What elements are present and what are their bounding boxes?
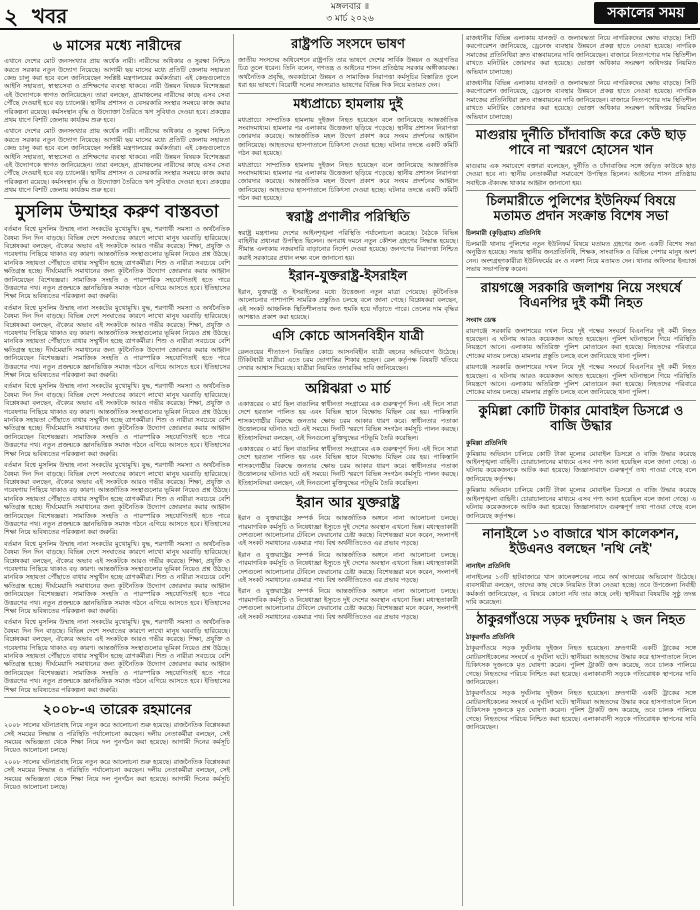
article-women (4, 38, 230, 195)
article-thakurgaon (466, 614, 696, 731)
article-body: বর্তমান বিশ্বে মুসলিম উম্মাহ নানা সংকটের মুখোমুখি। যুদ্ধ, শরণার্থী সমস্যা ও অর্থনৈতিক বৈষম্য দিন দিন বাড়ছে। বিভিন্ন দেশে সংঘাতের কারণে লাখো মানুষ ঘরবাড়ি হারিয়েছে। বিশ্লেষকরা বলছেন, ঐক্যের অভাব এই সংকটকে আরও গভীর করেছে। শিক্ষা, প্রযুক্তি ও গবেষণায় পিছিয়ে থাকাও বড় কারণ। আন্তর্জাতিক সংস্থাগুলোর ভূমিকা নিয়েও প্রশ্ন উঠছে। মানবিক সহায়তা পৌঁছাতে বাধার সম্মুখীন হচ্ছে ত্রাণকর্মীরা। শিশু ও নারীরা সবচেয়ে বেশি ক্ষতিগ্রস্ত হচ্ছে। দীর্ঘমেয়াদি সমাধানের জন্য কূটনৈতিক উদ্যোগ জোরদার করার আহ্বান জানিয়েছেন বিশেষজ্ঞরা। সামাজিক সংহতি ও পারস্পরিক সহযোগিতাই হতে পারে উত্তরণের পথ। নতুন প্রজন্মকে জ্ঞানভিত্তিক সমাজ গঠনে এগিয়ে আসতে হবে। ইতিহাসের শিক্ষা নিয়ে ভবিষ্যতের পরিকল্পনা করা জরুরি। (4, 539, 230, 616)
article-body: মধ্যপ্রাচ্যে সাম্প্রতিক হামলায় দুইজন নিহত হয়েছেন বলে জানিয়েছে আন্তর্জাতিক সংবাদমাধ্যম। হামলার পর এলাকায় উত্তেজনা ছড়িয়ে পড়েছে। স্থানীয় প্রশাসন নিরাপত্তা জোরদার করেছে। আন্তর্জাতিক মহল উদ্বেগ প্রকাশ করে সংযম প্রদর্শনের আহ্বান জানিয়েছে। আহতদের হাসপাতালে চিকিৎসা দেওয়া হচ্ছে। ঘটনার তদন্তে একটি কমিটি গঠন করা হয়েছে। (238, 115, 458, 158)
divider (238, 325, 458, 326)
divider (4, 198, 230, 199)
article-byline: ঠাকুরগাঁও প্রতিনিধি (466, 633, 515, 642)
article-body: রাজধানীর বিভিন্ন এলাকায় যানজট ও জলাবদ্ধতা নিয়ে নাগরিকদের ক্ষোভ বাড়ছে। সিটি করপোরেশন জানিয়েছে, ড্রেনেজ ব্যবস্থার উন্নয়নে প্রকল্প হাতে নেওয়া হয়েছে। নাগরিক সমাজের প্রতিনিধিরা দ্রুত বাস্তবায়নের দাবি জানিয়েছেন। বাজারে নিত্যপণ্যের দাম স্থিতিশীল রাখতে মনিটরিং জোরদার করা হয়েছে। ভোক্তা অধিকার সংরক্ষণ অধিদপ্তর নিয়মিত অভিযান চালাচ্ছে। (466, 34, 696, 76)
article-comilla (466, 405, 696, 520)
article-body: বর্তমান বিশ্বে মুসলিম উম্মাহ নানা সংকটের মুখোমুখি। যুদ্ধ, শরণার্থী সমস্যা ও অর্থনৈতিক বৈষম্য দিন দিন বাড়ছে। বিভিন্ন দেশে সংঘাতের কারণে লাখো মানুষ ঘরবাড়ি হারিয়েছে। বিশ্লেষকরা বলছেন, ঐক্যের অভাব এই সংকটকে আরও গভীর করেছে। শিক্ষা, প্রযুক্তি ও গবেষণায় পিছিয়ে থাকাও বড় কারণ। আন্তর্জাতিক সংস্থাগুলোর ভূমিকা নিয়েও প্রশ্ন উঠছে। মানবিক সহায়তা পৌঁছাতে বাধার সম্মুখীন হচ্ছে ত্রাণকর্মীরা। শিশু ও নারীরা সবচেয়ে বেশি ক্ষতিগ্রস্ত হচ্ছে। দীর্ঘমেয়াদি সমাধানের জন্য কূটনৈতিক উদ্যোগ জোরদার করার আহ্বান জানিয়েছেন বিশেষজ্ঞরা। সামাজিক সংহতি ও পারস্পরিক সহযোগিতাই হতে পারে উত্তরণের পথ। নতুন প্রজন্মকে জ্ঞানভিত্তিক সমাজ গঠনে এগিয়ে আসতে হবে। ইতিহাসের শিক্ষা নিয়ে ভবিষ্যতের পরিকল্পনা করা জরুরি। (4, 225, 230, 301)
article-body: রায়গঞ্জে সরকারি জলাশয়ের দখল নিয়ে দুই পক্ষের সংঘর্ষে বিএনপির দুই কর্মী নিহত হয়েছেন। এ ঘটনায় আরও কয়েকজন আহত হয়েছেন। পুলিশ ঘটনাস্থলে গিয়ে পরিস্থিতি নিয়ন্ত্রণে আনে। এলাকায় অতিরিক্ত পুলিশ মোতায়েন করা হয়েছে। নিহতদের পরিবারে শোকের মাতম চলছে। মামলার প্রস্তুতি চলছে বলে জানিয়েছে থানা পুলিশ। (466, 363, 696, 397)
article-headline: ৬ মাসের মধ্যে নারীদের (52, 38, 182, 54)
article-body: একাত্তরের ৩ মার্চ ছিল বাঙালির স্বাধীনতা সংগ্রামের এক গুরুত্বপূর্ণ দিন। এই দিনে সারা দেশে হরতাল পালিত হয় এবং বিভিন্ন স্থানে বিক্ষোভ মিছিল বের হয়। পাকিস্তানি শাসকগোষ্ঠীর বিরুদ্ধে জনতার ক্ষোভ চরম আকার ধারণ করে। স্বাধীনতার পতাকা উত্তোলনের ঘটনাও ঘটে এই সময়ে। দিনটি স্মরণে বিভিন্ন সংগঠন কর্মসূচি পালন করছে। ইতিহাসবিদরা বলছেন, এই দিনগুলো মুক্তিযুদ্ধের পটভূমি তৈরি করেছিল। (238, 444, 458, 487)
article-city (466, 34, 696, 121)
article-middle-east (238, 98, 458, 203)
article-body: ২০০৮ সালের ঘটনাপ্রবাহ নিয়ে নতুন করে আলোচনা শুরু হয়েছে। রাজনৈতিক বিশ্লেষকরা সেই সময়ের সিদ্ধান্ত ও পরিস্থিতি পর্যালোচনা করছেন। দলীয় নেতাকর্মীরা বলছেন, সেই সময়ের অভিজ্ঞতা থেকে শিক্ষা নিয়ে দল পুনর্গঠন করা হয়েছে। আগামী দিনের কর্মসূচি নিয়েও আলোচনা চলছে। (4, 721, 230, 755)
article-byline: সংবাদ ডেস্ক (466, 315, 496, 324)
column-divider (462, 34, 463, 906)
article-headline: ২০০৮-এ তারেক রহমানের (42, 702, 192, 719)
article-body: চিলমারী থানায় পুলিশের নতুন ইউনিফর্ম বিষয়ে মতামত গ্রহণের জন্য একটি বিশেষ সভা অনুষ্ঠিত হয়েছে। সভায় স্থানীয় জনপ্রতিনিধি, শিক্ষক, সাংবাদিক ও বিভিন্ন পেশার মানুষ অংশ নেন। অংশগ্রহণকারীরা ইউনিফর্মের রং ও নকশা নিয়ে মতামত দেন। থানার অফিসার ইনচার্জ সভায় সভাপতিত্ব করেন। (466, 240, 696, 274)
divider (466, 523, 696, 524)
article-body: মাগুরায় এক সমাবেশে বক্তারা বলেছেন, দুর্নীতি ও চাঁদাবাজির সঙ্গে জড়িত কাউকে ছাড় দেওয়া হবে না। স্থানীয় নেতাকর্মীরা সমাবেশে উপস্থিত ছিলেন। আইনের শাসন প্রতিষ্ঠায় সবাইকে ঐক্যবদ্ধ থাকার আহ্বান জানানো হয়। (466, 161, 696, 187)
article-raiganj (466, 282, 696, 397)
article-iran-us-israel (238, 270, 458, 322)
article-body: কুমিল্লায় অভিযান চালিয়ে কোটি টাকা মূল্যের মোবাইল ডিসপ্লে ও বাজি উদ্ধার করেছে আইনশৃঙ্খলা বাহিনী। চোরাচালানের মাধ্যমে এসব পণ্য আনা হয়েছিল বলে জানা গেছে। এ ঘটনায় কয়েকজনকে আটক করা হয়েছে। জিজ্ঞাসাবাদে গুরুত্বপূর্ণ তথ্য পাওয়া গেছে বলে জানিয়েছে কর্তৃপক্ষ। (466, 486, 696, 520)
article-body: নানাইলের ১৩টি হাটবাজারে খাস কালেকশনের নামে অর্থ আদায়ের অভিযোগ উঠেছে। ব্যবসায়ীরা বলছেন, তাদের কাছ থেকে নিয়মিত টাকা নেওয়া হচ্ছে। তবে উপজেলা নির্বাহী কর্মকর্তা জানিয়েছেন, এ বিষয়ে কোনো নথি তার কাছে নেই। স্থানীয়রা বিষয়টির সুষ্ঠু তদন্ত দাবি করেছেন। (466, 572, 696, 606)
divider (466, 277, 696, 278)
article-body: বর্তমান বিশ্বে মুসলিম উম্মাহ নানা সংকটের মুখোমুখি। যুদ্ধ, শরণার্থী সমস্যা ও অর্থনৈতিক বৈষম্য দিন দিন বাড়ছে। বিভিন্ন দেশে সংঘাতের কারণে লাখো মানুষ ঘরবাড়ি হারিয়েছে। বিশ্লেষকরা বলছেন, ঐক্যের অভাব এই সংকটকে আরও গভীর করেছে। শিক্ষা, প্রযুক্তি ও গবেষণায় পিছিয়ে থাকাও বড় কারণ। আন্তর্জাতিক সংস্থাগুলোর ভূমিকা নিয়েও প্রশ্ন উঠছে। মানবিক সহায়তা পৌঁছাতে বাধার সম্মুখীন হচ্ছে ত্রাণকর্মীরা। শিশু ও নারীরা সবচেয়ে বেশি ক্ষতিগ্রস্ত হচ্ছে। দীর্ঘমেয়াদি সমাধানের জন্য কূটনৈতিক উদ্যোগ জোরদার করার আহ্বান জানিয়েছেন বিশেষজ্ঞরা। সামাজিক সংহতি ও পারস্পরিক সহযোগিতাই হতে পারে উত্তরণের পথ। নতুন প্রজন্মকে জ্ঞানভিত্তিক সমাজ গঠনে এগিয়ে আসতে হবে। ইতিহাসের শিক্ষা নিয়ে ভবিষ্যতের পরিকল্পনা করা জরুরি। (4, 303, 230, 380)
article-iran-us (238, 495, 458, 621)
article-headline: কুমিল্লা কোটি টাকার মোবাইল ডিসপ্লে ও বাজি উদ্ধার (478, 403, 684, 434)
article-headline: চিলমারীতে পুলিশের ইউনিফর্ম বিষয়ে মতামত প্রদান সংক্রান্ত বিশেষ সভা (486, 194, 676, 225)
article-headline: ইরান আর যুক্তরাষ্ট্র (296, 495, 400, 511)
article-body: রায়গঞ্জে সরকারি জলাশয়ের দখল নিয়ে দুই পক্ষের সংঘর্ষে বিএনপির দুই কর্মী নিহত হয়েছেন। এ ঘটনায় আরও কয়েকজন আহত হয়েছেন। পুলিশ ঘটনাস্থলে গিয়ে পরিস্থিতি নিয়ন্ত্রণে আনে। এলাকায় অতিরিক্ত পুলিশ মোতায়েন করা হয়েছে। নিহতদের পরিবারে শোকের মাতম চলছে। মামলার প্রস্তুতি চলছে বলে জানিয়েছে থানা পুলিশ। (466, 326, 696, 360)
column-middle (238, 34, 458, 906)
divider (4, 697, 230, 698)
article-body: স্বরাষ্ট্র মন্ত্রণালয় দেশের আইনশৃঙ্খলা পরিস্থিতি পর্যালোচনা করেছে। বৈঠকে বিভিন্ন বাহিনীর প্রধানরা উপস্থিত ছিলেন। অপরাধ দমনে নতুন কৌশল গ্রহণের সিদ্ধান্ত হয়েছে। সীমান্ত এলাকায় নজরদারি বাড়ানোর নির্দেশ দেওয়া হয়েছে। জনগণের নিরাপত্তা নিশ্চিত করাই সরকারের প্রধান লক্ষ্য বলে জানানো হয়। (238, 228, 458, 262)
issue-day: মঙ্গলবার ॥ (330, 2, 370, 12)
column-left (4, 34, 230, 906)
article-body: জাতীয় সংসদের অধিবেশনে রাষ্ট্রপতি তার ভাষণে দেশের সার্বিক উন্নয়ন ও অগ্রগতির চিত্র তুলে ধরেন। তিনি বলেন, গণতন্ত্র ও আইনের শাসন প্রতিষ্ঠায় সরকার অঙ্গীকারবদ্ধ। অর্থনৈতিক প্রবৃদ্ধি, অবকাঠামো উন্নয়ন ও সামাজিক নিরাপত্তা কর্মসূচির বিস্তারিত তুলে ধরা হয় ভাষণে। বিরোধী দলের সদস্যরাও ভাষণের বিভিন্ন দিক নিয়ে মতামত দেন। (238, 55, 458, 90)
article-body: মধ্যপ্রাচ্যে সাম্প্রতিক হামলায় দুইজন নিহত হয়েছেন বলে জানিয়েছে আন্তর্জাতিক সংবাদমাধ্যম। হামলার পর এলাকায় উত্তেজনা ছড়িয়ে পড়েছে। স্থানীয় প্রশাসন নিরাপত্তা জোরদার করেছে। আন্তর্জাতিক মহল উদ্বেগ প্রকাশ করে সংযম প্রদর্শনের আহ্বান জানিয়েছে। আহতদের হাসপাতালে চিকিৎসা দেওয়া হচ্ছে। ঘটনার তদন্তে একটি কমিটি গঠন করা হয়েছে। (238, 160, 458, 203)
article-2008 (4, 702, 230, 791)
divider (466, 124, 696, 125)
article-body: একাত্তরের ৩ মার্চ ছিল বাঙালির স্বাধীনতা সংগ্রামের এক গুরুত্বপূর্ণ দিন। এই দিনে সারা দেশে হরতাল পালিত হয় এবং বিভিন্ন স্থানে বিক্ষোভ মিছিল বের হয়। পাকিস্তানি শাসকগোষ্ঠীর বিরুদ্ধে জনতার ক্ষোভ চরম আকার ধারণ করে। স্বাধীনতার পতাকা উত্তোলনের ঘটনাও ঘটে এই সময়ে। দিনটি স্মরণে বিভিন্ন সংগঠন কর্মসূচি পালন করছে। ইতিহাসবিদরা বলছেন, এই দিনগুলো মুক্তিযুদ্ধের পটভূমি তৈরি করেছিল। (238, 399, 458, 442)
article-headline: রাষ্ট্রপতি সংসদে ভাষণ (291, 37, 405, 52)
page-number: ২ (4, 5, 19, 30)
article-body: রাজধানীর বিভিন্ন এলাকায় যানজট ও জলাবদ্ধতা নিয়ে নাগরিকদের ক্ষোভ বাড়ছে। সিটি করপোরেশন জানিয়েছে, ড্রেনেজ ব্যবস্থার উন্নয়নে প্রকল্প হাতে নেওয়া হয়েছে। নাগরিক সমাজের প্রতিনিধিরা দ্রুত বাস্তবায়নের দাবি জানিয়েছেন। বাজারে নিত্যপণ্যের দাম স্থিতিশীল রাখতে মনিটরিং জোরদার করা হয়েছে। ভোক্তা অধিকার সংরক্ষণ অধিদপ্তর নিয়মিত অভিযান চালাচ্ছে। (466, 79, 696, 121)
article-body: এখানে দেশের মোট জনসংখ্যার প্রায় অর্ধেক নারী। নারীদের অধিকার ও সুরক্ষা নিশ্চিত করতে সরকার নতুন উদ্যোগ নিয়েছে। আগামী ছয় মাসের মধ্যে প্রতিটি জেলায় সহায়তা কেন্দ্র চালু করা হবে বলে জানিয়েছেন সংশ্লিষ্ট মন্ত্রণালয়ের কর্মকর্তারা। এই কেন্দ্রগুলোতে আইনি সহায়তা, স্বাস্থ্যসেবা ও প্রশিক্ষণের ব্যবস্থা থাকবে। নারী উন্নয়ন বিষয়ক বিশেষজ্ঞরা এই উদ্যোগকে স্বাগত জানিয়েছেন। তারা বলছেন, গ্রামাঞ্চলের নারীদের কাছে এসব সেবা পৌঁছে দেওয়াই হবে বড় চ্যালেঞ্জ। স্থানীয় প্রশাসন ও বেসরকারি সংস্থার সমন্বয়ে কাজ করার পরিকল্পনা রয়েছে। কর্মসংস্থান বৃদ্ধি ও উদ্যোক্তা তৈরিতে ঋণ সুবিধাও দেওয়া হবে। প্রকল্পের প্রথম ধাপে বিশটি জেলায় কার্যক্রম শুরু হবে। (4, 57, 230, 124)
article-body: ২০০৮ সালের ঘটনাপ্রবাহ নিয়ে নতুন করে আলোচনা শুরু হয়েছে। রাজনৈতিক বিশ্লেষকরা সেই সময়ের সিদ্ধান্ত ও পরিস্থিতি পর্যালোচনা করছেন। দলীয় নেতাকর্মীরা বলছেন, সেই সময়ের অভিজ্ঞতা থেকে শিক্ষা নিয়ে দল পুনর্গঠন করা হয়েছে। আগামী দিনের কর্মসূচি নিয়েও আলোচনা চলছে। (4, 757, 230, 792)
article-byline: চিলমারী (কুড়িগ্রাম) প্রতিনিধি (466, 229, 541, 238)
divider (238, 265, 458, 266)
article-body: ঠাকুরগাঁওয়ে সড়ক দুর্ঘটনায় দুইজন নিহত হয়েছেন। দ্রুতগামী একটি ট্রাকের সঙ্গে মোটরসাইকেলের সংঘর্ষে এ দুর্ঘটনা ঘটে। স্থানীয়রা আহতদের উদ্ধার করে হাসপাতালে নিলে চিকিৎসক দুজনকে মৃত ঘোষণা করেন। পুলিশ ট্রাকটি জব্দ করেছে, তবে চালক পালিয়ে গেছে। নিহতদের পরিচয় নিশ্চিত করা হয়েছে। এলাকাবাসী সড়কে গতিরোধক স্থাপনের দাবি জানিয়েছেন। (466, 689, 696, 731)
article-headline: স্বরাষ্ট্র প্রণালীর পরিস্থিতি (286, 209, 410, 225)
article-headline: মুসলিম উম্মাহর করুণ বাস্তবতা (15, 201, 219, 222)
article-headline: অগ্নিঝরা ৩ মার্চ (305, 380, 391, 397)
newspaper-logo: সকালের সময় (594, 2, 698, 24)
article-body: ইরান ও যুক্তরাষ্ট্রের সম্পর্ক নিয়ে আন্তর্জাতিক অঙ্গনে নানা আলোচনা চলছে। পারমাণবিক কর্মসূচি ও নিষেধাজ্ঞা ইস্যুতে দুই দেশের অবস্থান এখনো ভিন্ন। মধ্যস্থতাকারী দেশগুলো আলোচনার টেবিলে ফেরানোর চেষ্টা করছে। বিশেষজ্ঞরা মনে করেন, সংলাপই এই সংকট সমাধানের একমাত্র পথ। বিশ্ব অর্থনীতিতেও এর প্রভাব পড়ছে। (238, 550, 458, 584)
article-body: এখানে দেশের মোট জনসংখ্যার প্রায় অর্ধেক নারী। নারীদের অধিকার ও সুরক্ষা নিশ্চিত করতে সরকার নতুন উদ্যোগ নিয়েছে। আগামী ছয় মাসের মধ্যে প্রতিটি জেলায় সহায়তা কেন্দ্র চালু করা হবে বলে জানিয়েছেন সংশ্লিষ্ট মন্ত্রণালয়ের কর্মকর্তারা। এই কেন্দ্রগুলোতে আইনি সহায়তা, স্বাস্থ্যসেবা ও প্রশিক্ষণের ব্যবস্থা থাকবে। নারী উন্নয়ন বিষয়ক বিশেষজ্ঞরা এই উদ্যোগকে স্বাগত জানিয়েছেন। তারা বলছেন, গ্রামাঞ্চলের নারীদের কাছে এসব সেবা পৌঁছে দেওয়াই হবে বড় চ্যালেঞ্জ। স্থানীয় প্রশাসন ও বেসরকারি সংস্থার সমন্বয়ে কাজ করার পরিকল্পনা রয়েছে। কর্মসংস্থান বৃদ্ধি ও উদ্যোক্তা তৈরিতে ঋণ সুবিধাও দেওয়া হবে। প্রকল্পের প্রথম ধাপে বিশটি জেলায় কার্যক্রম শুরু হবে। (4, 127, 230, 195)
article-magura (466, 129, 696, 187)
divider (466, 609, 696, 610)
article-nanail (466, 528, 696, 607)
article-headline: মাগুরায় দুর্নীতি চাঁদাবাজি করে কেউ ছাড় পাবে না স্মরণে হোসেন খান (475, 128, 687, 158)
article-body: ইরান, যুক্তরাষ্ট্র ও ইসরাইলের মধ্যে উত্তেজনা নতুন মাত্রা পেয়েছে। কূটনৈতিক আলোচনার পাশাপাশি সামরিক প্রস্তুতিও চলছে বলে জানা গেছে। বিশ্লেষকরা বলছেন, এই সংকট আঞ্চলিক স্থিতিশীলতার জন্য হুমকি হয়ে দাঁড়াতে পারে। তেলের দাম বৃদ্ধির আশঙ্কাও প্রকাশ করা হয়েছে। (238, 288, 458, 322)
article-headline: রায়গঞ্জে সরকারি জলাশয় নিয়ে সংঘর্ষে বিএনপির দুই কর্মী নিহত (480, 280, 682, 311)
article-president (238, 38, 458, 90)
article-body: ইরান ও যুক্তরাষ্ট্রের সম্পর্ক নিয়ে আন্তর্জাতিক অঙ্গনে নানা আলোচনা চলছে। পারমাণবিক কর্মসূচি ও নিষেধাজ্ঞা ইস্যুতে দুই দেশের অবস্থান এখনো ভিন্ন। মধ্যস্থতাকারী দেশগুলো আলোচনার টেবিলে ফেরানোর চেষ্টা করছে। বিশেষজ্ঞরা মনে করেন, সংলাপই এই সংকট সমাধানের একমাত্র পথ। বিশ্ব অর্থনীতিতেও এর প্রভাব পড়ছে। (238, 514, 458, 548)
article-body: ইরান ও যুক্তরাষ্ট্রের সম্পর্ক নিয়ে আন্তর্জাতিক অঙ্গনে নানা আলোচনা চলছে। পারমাণবিক কর্মসূচি ও নিষেধাজ্ঞা ইস্যুতে দুই দেশের অবস্থান এখনো ভিন্ন। মধ্যস্থতাকারী দেশগুলো আলোচনার টেবিলে ফেরানোর চেষ্টা করছে। বিশেষজ্ঞরা মনে করেন, সংলাপই এই সংকট সমাধানের একমাত্র পথ। বিশ্ব অর্থনীতিতেও এর প্রভাব পড়ছে। (238, 587, 458, 621)
article-body: বর্তমান বিশ্বে মুসলিম উম্মাহ নানা সংকটের মুখোমুখি। যুদ্ধ, শরণার্থী সমস্যা ও অর্থনৈতিক বৈষম্য দিন দিন বাড়ছে। বিভিন্ন দেশে সংঘাতের কারণে লাখো মানুষ ঘরবাড়ি হারিয়েছে। বিশ্লেষকরা বলছেন, ঐক্যের অভাব এই সংকটকে আরও গভীর করেছে। শিক্ষা, প্রযুক্তি ও গবেষণায় পিছিয়ে থাকাও বড় কারণ। আন্তর্জাতিক সংস্থাগুলোর ভূমিকা নিয়েও প্রশ্ন উঠছে। মানবিক সহায়তা পৌঁছাতে বাধার সম্মুখীন হচ্ছে ত্রাণকর্মীরা। শিশু ও নারীরা সবচেয়ে বেশি ক্ষতিগ্রস্ত হচ্ছে। দীর্ঘমেয়াদি সমাধানের জন্য কূটনৈতিক উদ্যোগ জোরদার করার আহ্বান জানিয়েছেন বিশেষজ্ঞরা। সামাজিক সংহতি ও পারস্পরিক সহযোগিতাই হতে পারে উত্তরণের পথ। নতুন প্রজন্মকে জ্ঞানভিত্তিক সমাজ গঠনে এগিয়ে আসতে হবে। ইতিহাসের শিক্ষা নিয়ে ভবিষ্যতের পরিকল্পনা করা জরুরি। (4, 461, 230, 537)
divider (466, 400, 696, 401)
article-chilmari (466, 195, 696, 274)
article-headline: ইরান-যুক্তরাষ্ট্র-ইসরাইল (288, 269, 408, 285)
article-byline: নানাইল প্রতিনিধি (466, 561, 511, 570)
article-body: বর্তমান বিশ্বে মুসলিম উম্মাহ নানা সংকটের মুখোমুখি। যুদ্ধ, শরণার্থী সমস্যা ও অর্থনৈতিক বৈষম্য দিন দিন বাড়ছে। বিভিন্ন দেশে সংঘাতের কারণে লাখো মানুষ ঘরবাড়ি হারিয়েছে। বিশ্লেষকরা বলছেন, ঐক্যের অভাব এই সংকটকে আরও গভীর করেছে। শিক্ষা, প্রযুক্তি ও গবেষণায় পিছিয়ে থাকাও বড় কারণ। আন্তর্জাতিক সংস্থাগুলোর ভূমিকা নিয়েও প্রশ্ন উঠছে। মানবিক সহায়তা পৌঁছাতে বাধার সম্মুখীন হচ্ছে ত্রাণকর্মীরা। শিশু ও নারীরা সবচেয়ে বেশি ক্ষতিগ্রস্ত হচ্ছে। দীর্ঘমেয়াদি সমাধানের জন্য কূটনৈতিক উদ্যোগ জোরদার করার আহ্বান জানিয়েছেন বিশেষজ্ঞরা। সামাজিক সংহতি ও পারস্পরিক সহযোগিতাই হতে পারে উত্তরণের পথ। নতুন প্রজন্মকে জ্ঞানভিত্তিক সমাজ গঠনে এগিয়ে আসতে হবে। ইতিহাসের শিক্ষা নিয়ে ভবিষ্যতের পরিকল্পনা করা জরুরি। (4, 382, 230, 458)
issue-date (300, 1, 400, 25)
article-headline: মধ্যপ্রাচ্যে হামলায় দুই (293, 96, 403, 112)
article-body: ঠাকুরগাঁওয়ে সড়ক দুর্ঘটনায় দুইজন নিহত হয়েছেন। দ্রুতগামী একটি ট্রাকের সঙ্গে মোটরসাইকেলের সংঘর্ষে এ দুর্ঘটনা ঘটে। স্থানীয়রা আহতদের উদ্ধার করে হাসপাতালে নিলে চিকিৎসক দুজনকে মৃত ঘোষণা করেন। পুলিশ ট্রাকটি জব্দ করেছে, তবে চালক পালিয়ে গেছে। নিহতদের পরিচয় নিশ্চিত করা হয়েছে। এলাকাবাসী সড়কে গতিরোধক স্থাপনের দাবি জানিয়েছেন। (466, 644, 696, 686)
article-body: বর্তমান বিশ্বে মুসলিম উম্মাহ নানা সংকটের মুখোমুখি। যুদ্ধ, শরণার্থী সমস্যা ও অর্থনৈতিক বৈষম্য দিন দিন বাড়ছে। বিভিন্ন দেশে সংঘাতের কারণে লাখো মানুষ ঘরবাড়ি হারিয়েছে। বিশ্লেষকরা বলছেন, ঐক্যের অভাব এই সংকটকে আরও গভীর করেছে। শিক্ষা, প্রযুক্তি ও গবেষণায় পিছিয়ে থাকাও বড় কারণ। আন্তর্জাতিক সংস্থাগুলোর ভূমিকা নিয়েও প্রশ্ন উঠছে। মানবিক সহায়তা পৌঁছাতে বাধার সম্মুখীন হচ্ছে ত্রাণকর্মীরা। শিশু ও নারীরা সবচেয়ে বেশি ক্ষতিগ্রস্ত হচ্ছে। দীর্ঘমেয়াদি সমাধানের জন্য কূটনৈতিক উদ্যোগ জোরদার করার আহ্বান জানিয়েছেন বিশেষজ্ঞরা। সামাজিক সংহতি ও পারস্পরিক সহযোগিতাই হতে পারে উত্তরণের পথ। নতুন প্রজন্মকে জ্ঞানভিত্তিক সমাজ গঠনে এগিয়ে আসতে হবে। ইতিহাসের শিক্ষা নিয়ে ভবিষ্যতের পরিকল্পনা করা জরুরি। (4, 618, 230, 694)
divider (238, 490, 458, 491)
article-home-affairs (238, 211, 458, 263)
divider (238, 93, 458, 94)
article-headline: নানাইলে ১৩ বাজারে খাস কালেকশন, ইউএনও বলছেন 'নথি নেই' (482, 526, 680, 557)
article-headline: এসি কোচে আসনবিহীন যাত্রী (272, 328, 424, 344)
article-body: রেলওয়ের শীতাতপ নিয়ন্ত্রিত কোচে আসনবিহীন যাত্রী বহনের অভিযোগ উঠেছে। টিকিটধারী যাত্রীরা এতে চরম ভোগান্তির শিকার হচ্ছেন। রেল কর্তৃপক্ষ বিষয়টি খতিয়ে দেখার আশ্বাস দিয়েছে। যাত্রীরা নিয়মিত তদারকির দাবি জানিয়েছেন। (238, 347, 458, 373)
article-byline: কুমিল্লা প্রতিনিধি (466, 438, 507, 447)
divider (466, 190, 696, 191)
divider (238, 206, 458, 207)
divider (238, 376, 458, 377)
article-muslim-ummah (4, 203, 230, 694)
article-ac-coach (238, 330, 458, 373)
masthead (0, 0, 700, 30)
issue-date-text: ৩ মার্চ ২০২৬ (326, 14, 374, 24)
section-title: খবর (32, 4, 68, 28)
article-headline: ঠাকুরগাঁওয়ে সড়ক দুর্ঘটনায় ২ জন নিহত (476, 613, 686, 629)
article-body: কুমিল্লায় অভিযান চালিয়ে কোটি টাকা মূল্যের মোবাইল ডিসপ্লে ও বাজি উদ্ধার করেছে আইনশৃঙ্খলা বাহিনী। চোরাচালানের মাধ্যমে এসব পণ্য আনা হয়েছিল বলে জানা গেছে। এ ঘটনায় কয়েকজনকে আটক করা হয়েছে। জিজ্ঞাসাবাদে গুরুত্বপূর্ণ তথ্য পাওয়া গেছে বলে জানিয়েছে কর্তৃপক্ষ। (466, 449, 696, 483)
article-march-3 (238, 381, 458, 487)
column-divider (233, 34, 234, 906)
column-right (466, 34, 696, 906)
